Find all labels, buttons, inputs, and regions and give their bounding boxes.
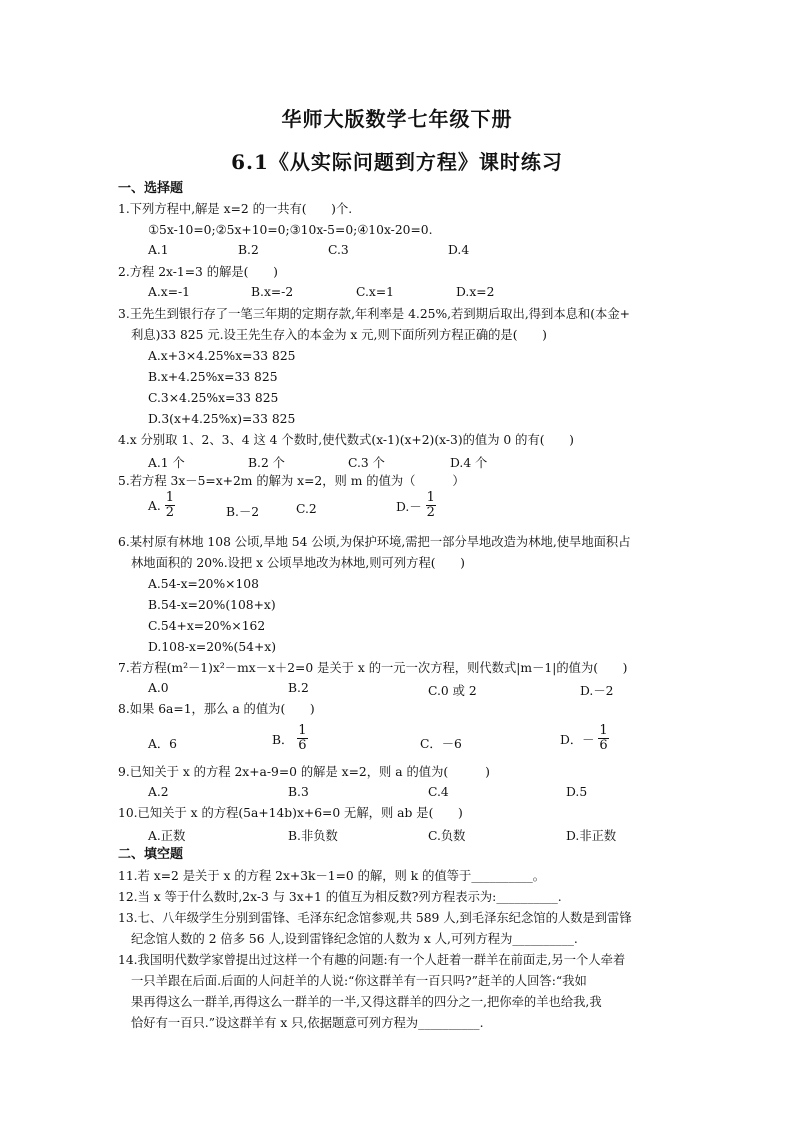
option-b: B.2 个 — [248, 456, 285, 470]
option-d-fraction — [426, 491, 436, 520]
option-b: B.2 — [238, 243, 259, 257]
option-a: A．6 — [148, 737, 178, 751]
fraction-numerator: 1 — [426, 490, 435, 505]
fraction-numerator: 1 — [165, 490, 174, 505]
question-14-line4: 恰好有一百只.”设这群羊有 x 只,依据题意可列方程为__________. — [131, 1016, 484, 1030]
question-2-stem: 2.方程 2x-1=3 的解是( ) — [118, 265, 278, 279]
option-a: A.1 — [148, 243, 169, 257]
fraction-numerator: 1 — [599, 723, 608, 738]
document-title: 华师大版数学七年级下册 — [281, 107, 513, 131]
option-c: C.4 — [428, 785, 449, 799]
fraction-denominator: 2 — [426, 505, 435, 520]
option-a: A.x=-1 — [148, 285, 191, 299]
question-3-option-d: D.3(x+4.25%x)=33 825 — [148, 412, 296, 426]
option-d — [560, 724, 609, 753]
question-6-option-a: A.54-x=20%×108 — [148, 577, 259, 591]
option-c: C.负数 — [428, 829, 466, 843]
question-3-option-b: B.x+4.25%x=33 825 — [148, 370, 278, 384]
question-12: 12.当 x 等于什么数时,2x-3 与 3x+1 的值互为相反数?列方程表示为:__________. — [118, 890, 562, 904]
option-c: C.3 个 — [348, 456, 385, 470]
question-6-stem-line2: 林地面积的 20%.设把 x 公顷旱地改为林地,则可列方程( ) — [131, 556, 465, 570]
question-11: 11.若 x=2 是关于 x 的方程 2x+3k－1=0 的解，则 k 的值等于__________。 — [118, 869, 546, 883]
option-c: C.2 — [296, 502, 317, 516]
question-14-line1: 14.我国明代数学家曾提出过这样一个有趣的问题:有一个人赶着一群羊在前面走,另一个人牵着 — [118, 953, 626, 967]
option-d: D.4 个 — [450, 456, 488, 470]
option-d: D.非正数 — [566, 829, 617, 843]
question-10-stem: 10.已知关于 x 的方程(5a+14b)x+6=0 无解，则 ab 是( ) — [118, 806, 463, 820]
question-7-stem: 7.若方程(m²－1)x²－mx－x＋2=0 是关于 x 的一元一次方程，则代数式|m－1|的值为( ) — [118, 661, 628, 675]
fraction-denominator: 6 — [599, 738, 608, 753]
option-d-fraction — [598, 724, 608, 753]
option-b: B.2 — [288, 681, 309, 695]
option-c: C.x=1 — [356, 285, 394, 299]
option-b-fraction — [297, 724, 307, 753]
question-3-stem-line2: 利息)33 825 元.设王先生存入的本金为 x 元,则下面所列方程正确的是( ) — [131, 328, 547, 342]
option-d: D.4 — [448, 243, 470, 257]
question-8-stem: 8.如果 6a=1，那么 a 的值为( ) — [118, 702, 315, 716]
option-d: D.－2 — [580, 684, 614, 698]
option-a-prefix: A. — [148, 498, 161, 513]
lesson-title: 6.1《从实际问题到方程》课时练习 — [231, 150, 563, 174]
fraction-denominator: 6 — [298, 738, 307, 753]
question-6-option-c: C.54+x=20%×162 — [148, 619, 266, 633]
option-d-prefix: D.－ — [396, 499, 422, 514]
option-d-prefix: D．－ — [560, 732, 595, 747]
section-heading-fill-in: 二、填空题 — [118, 847, 184, 862]
question-3-stem-line1: 3.王先生到银行存了一笔三年期的定期存款,年利率是 4.25%,若到期后取出,得到本息和(本金+ — [118, 307, 630, 321]
option-b: B.3 — [288, 785, 309, 799]
question-6-option-d: D.108-x=20%(54+x) — [148, 640, 277, 654]
option-b — [272, 724, 308, 753]
question-4-stem: 4.x 分别取 1、2、3、4 这 4 个数时,使代数式(x-1)(x+2)(x-3)的值为 0 的有( ) — [118, 433, 574, 447]
question-13-line1: 13.七、八年级学生分别到雷锋、毛泽东纪念馆参观,共 589 人,到毛泽东纪念馆的人数是到雷锋 — [118, 911, 632, 925]
question-1-equations: ①5x-10=0;②5x+10=0;③10x-5=0;④10x-20=0. — [148, 223, 433, 237]
question-9-stem: 9.已知关于 x 的方程 2x+a-9=0 的解是 x=2，则 a 的值为( ) — [118, 765, 490, 779]
option-b: B.－2 — [226, 505, 260, 519]
option-a: A.正数 — [148, 829, 186, 843]
option-c: C.3 — [328, 243, 349, 257]
question-14-line2: 一只羊跟在后面.后面的人问赶羊的人说:“你这群羊有一百只吗?”赶羊的人回答:“我如 — [131, 974, 587, 988]
option-d: D.x=2 — [456, 285, 495, 299]
question-1-stem: 1.下列方程中,解是 x=2 的一共有( )个. — [118, 202, 353, 216]
question-3-option-c: C.3×4.25%x=33 825 — [148, 391, 279, 405]
question-6-stem-line1: 6.某村原有林地 108 公顷,旱地 54 公顷,为保护环境,需把一部分旱地改造为林地,使旱地面积占 — [118, 535, 631, 549]
fraction-numerator: 1 — [298, 723, 307, 738]
option-a: A.0 — [148, 681, 169, 695]
question-13-line2: 纪念馆人数的 2 倍多 56 人,设到雷锋纪念馆的人数为 x 人,可列方程为__________. — [131, 932, 578, 946]
option-a — [148, 491, 175, 520]
option-b-prefix: B． — [272, 732, 294, 747]
option-a: A.1 个 — [148, 456, 185, 470]
option-c: C.0 或 2 — [428, 684, 477, 698]
option-b: B.x=-2 — [251, 285, 294, 299]
option-a: A.2 — [148, 785, 169, 799]
fraction-denominator: 2 — [165, 505, 174, 520]
question-14-line3: 果再得这么一群羊,再得这么一群羊的一半,又得这群羊的四分之一,把你牵的羊也给我,我 — [131, 995, 602, 1009]
question-6-option-b: B.54-x=20%(108+x) — [148, 598, 276, 612]
question-3-option-a: A.x+3×4.25%x=33 825 — [148, 349, 296, 363]
section-heading-choice: 一、选择题 — [118, 181, 184, 196]
option-d: D.5 — [566, 785, 588, 799]
option-c: C．－6 — [420, 737, 462, 751]
option-d — [396, 491, 436, 520]
option-b: B.非负数 — [288, 829, 338, 843]
option-a-fraction — [165, 491, 175, 520]
question-5-stem: 5.若方程 3x－5=x+2m 的解为 x=2，则 m 的值为（ ） — [118, 474, 465, 488]
